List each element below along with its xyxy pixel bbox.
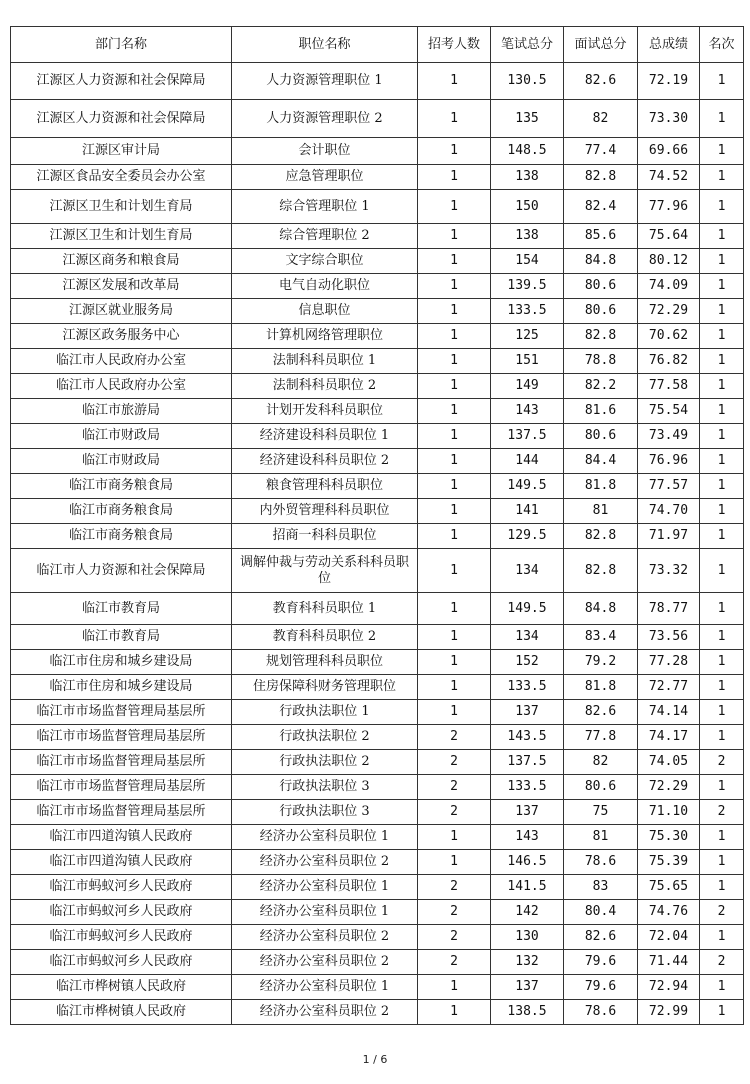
cell-written-score: 135 <box>491 100 564 138</box>
cell-quota: 1 <box>418 165 491 190</box>
cell-department: 临江市旅游局 <box>11 399 232 424</box>
cell-rank: 1 <box>700 975 744 1000</box>
cell-position: 法制科科员职位 1 <box>232 349 418 374</box>
cell-interview-score: 82.6 <box>564 700 638 725</box>
cell-rank: 1 <box>700 399 744 424</box>
cell-department: 临江市市场监督管理局基层所 <box>11 775 232 800</box>
cell-interview-score: 79.6 <box>564 975 638 1000</box>
cell-total-score: 72.29 <box>638 299 700 324</box>
cell-total-score: 75.54 <box>638 399 700 424</box>
cell-position: 经济办公室科员职位 2 <box>232 950 418 975</box>
cell-department: 临江市教育局 <box>11 593 232 625</box>
table-row <box>11 775 744 800</box>
cell-written-score: 143 <box>491 825 564 850</box>
cell-interview-score: 78.6 <box>564 1000 638 1025</box>
cell-quota: 1 <box>418 399 491 424</box>
table-row <box>11 625 744 650</box>
table-row <box>11 474 744 499</box>
header-written-score: 笔试总分 <box>491 27 564 63</box>
header-total-score: 总成绩 <box>638 27 700 63</box>
cell-department: 临江市桦树镇人民政府 <box>11 975 232 1000</box>
cell-department: 临江市市场监督管理局基层所 <box>11 750 232 775</box>
cell-written-score: 138 <box>491 224 564 249</box>
cell-interview-score: 84.8 <box>564 249 638 274</box>
cell-department: 临江市住房和城乡建设局 <box>11 675 232 700</box>
cell-quota: 1 <box>418 249 491 274</box>
cell-interview-score: 82 <box>564 100 638 138</box>
table-row <box>11 1000 744 1025</box>
header-position: 职位名称 <box>232 27 418 63</box>
cell-interview-score: 80.6 <box>564 424 638 449</box>
cell-total-score: 77.58 <box>638 374 700 399</box>
cell-rank: 1 <box>700 474 744 499</box>
cell-total-score: 72.94 <box>638 975 700 1000</box>
cell-written-score: 152 <box>491 650 564 675</box>
cell-position: 经济办公室科员职位 2 <box>232 925 418 950</box>
table-row <box>11 324 744 349</box>
cell-quota: 2 <box>418 925 491 950</box>
cell-rank: 1 <box>700 138 744 165</box>
cell-total-score: 72.29 <box>638 775 700 800</box>
cell-written-score: 143 <box>491 399 564 424</box>
cell-department: 临江市市场监督管理局基层所 <box>11 800 232 825</box>
cell-total-score: 75.64 <box>638 224 700 249</box>
cell-rank: 1 <box>700 499 744 524</box>
cell-quota: 2 <box>418 750 491 775</box>
cell-total-score: 74.76 <box>638 900 700 925</box>
cell-rank: 1 <box>700 825 744 850</box>
cell-written-score: 137.5 <box>491 424 564 449</box>
cell-position: 人力资源管理职位 2 <box>232 100 418 138</box>
cell-interview-score: 79.6 <box>564 950 638 975</box>
table-row <box>11 593 744 625</box>
cell-interview-score: 80.6 <box>564 274 638 299</box>
cell-total-score: 72.99 <box>638 1000 700 1025</box>
cell-written-score: 137.5 <box>491 750 564 775</box>
cell-rank: 1 <box>700 100 744 138</box>
cell-interview-score: 82.6 <box>564 63 638 100</box>
cell-total-score: 74.14 <box>638 700 700 725</box>
cell-department: 临江市市场监督管理局基层所 <box>11 700 232 725</box>
cell-position: 规划管理科科员职位 <box>232 650 418 675</box>
cell-position: 粮食管理科科员职位 <box>232 474 418 499</box>
cell-rank: 1 <box>700 524 744 549</box>
cell-position: 经济建设科科员职位 1 <box>232 424 418 449</box>
cell-total-score: 72.19 <box>638 63 700 100</box>
cell-department: 江源区就业服务局 <box>11 299 232 324</box>
table-row <box>11 925 744 950</box>
cell-quota: 1 <box>418 299 491 324</box>
cell-position: 综合管理职位 1 <box>232 190 418 224</box>
cell-interview-score: 85.6 <box>564 224 638 249</box>
cell-rank: 1 <box>700 725 744 750</box>
cell-department: 江源区政务服务中心 <box>11 324 232 349</box>
cell-interview-score: 81 <box>564 825 638 850</box>
cell-written-score: 133.5 <box>491 775 564 800</box>
cell-rank: 1 <box>700 274 744 299</box>
cell-department: 临江市教育局 <box>11 625 232 650</box>
table-row <box>11 725 744 750</box>
cell-department: 临江市桦树镇人民政府 <box>11 1000 232 1025</box>
cell-position: 行政执法职位 3 <box>232 800 418 825</box>
cell-position: 经济办公室科员职位 1 <box>232 875 418 900</box>
cell-written-score: 137 <box>491 975 564 1000</box>
cell-interview-score: 83 <box>564 875 638 900</box>
cell-interview-score: 84.4 <box>564 449 638 474</box>
cell-department: 江源区食品安全委员会办公室 <box>11 165 232 190</box>
cell-rank: 2 <box>700 800 744 825</box>
results-table <box>10 26 744 1025</box>
cell-quota: 1 <box>418 449 491 474</box>
cell-position: 招商一科科员职位 <box>232 524 418 549</box>
cell-interview-score: 84.8 <box>564 593 638 625</box>
cell-written-score: 132 <box>491 950 564 975</box>
cell-rank: 1 <box>700 224 744 249</box>
cell-quota: 1 <box>418 593 491 625</box>
table-row <box>11 950 744 975</box>
cell-interview-score: 78.6 <box>564 850 638 875</box>
cell-quota: 1 <box>418 850 491 875</box>
cell-interview-score: 80.6 <box>564 299 638 324</box>
cell-rank: 1 <box>700 875 744 900</box>
cell-written-score: 149.5 <box>491 593 564 625</box>
cell-position: 经济办公室科员职位 1 <box>232 825 418 850</box>
cell-rank: 1 <box>700 374 744 399</box>
cell-position: 经济办公室科员职位 1 <box>232 900 418 925</box>
table-row <box>11 449 744 474</box>
cell-total-score: 69.66 <box>638 138 700 165</box>
table-row <box>11 975 744 1000</box>
cell-interview-score: 82.6 <box>564 925 638 950</box>
cell-quota: 1 <box>418 650 491 675</box>
table-row <box>11 700 744 725</box>
cell-interview-score: 79.2 <box>564 650 638 675</box>
cell-interview-score: 81.8 <box>564 675 638 700</box>
cell-position: 会计职位 <box>232 138 418 165</box>
cell-interview-score: 80.4 <box>564 900 638 925</box>
cell-position: 教育科科员职位 1 <box>232 593 418 625</box>
cell-rank: 2 <box>700 750 744 775</box>
cell-position: 人力资源管理职位 1 <box>232 63 418 100</box>
page-number: 1 / 6 <box>362 1053 388 1066</box>
cell-quota: 1 <box>418 274 491 299</box>
cell-department: 江源区审计局 <box>11 138 232 165</box>
cell-position: 计算机网络管理职位 <box>232 324 418 349</box>
cell-interview-score: 82.4 <box>564 190 638 224</box>
table-row <box>11 900 744 925</box>
cell-rank: 1 <box>700 299 744 324</box>
cell-quota: 1 <box>418 625 491 650</box>
cell-rank: 1 <box>700 775 744 800</box>
cell-quota: 1 <box>418 324 491 349</box>
cell-rank: 1 <box>700 449 744 474</box>
cell-rank: 1 <box>700 1000 744 1025</box>
cell-position: 计划开发科科员职位 <box>232 399 418 424</box>
cell-position: 信息职位 <box>232 299 418 324</box>
cell-rank: 1 <box>700 675 744 700</box>
cell-rank: 1 <box>700 324 744 349</box>
cell-total-score: 71.97 <box>638 524 700 549</box>
cell-rank: 1 <box>700 625 744 650</box>
table-row <box>11 165 744 190</box>
table-row <box>11 875 744 900</box>
cell-department: 江源区人力资源和社会保障局 <box>11 63 232 100</box>
cell-written-score: 142 <box>491 900 564 925</box>
cell-total-score: 75.39 <box>638 850 700 875</box>
cell-quota: 1 <box>418 700 491 725</box>
cell-total-score: 72.77 <box>638 675 700 700</box>
cell-total-score: 74.17 <box>638 725 700 750</box>
table-row <box>11 374 744 399</box>
cell-interview-score: 81.6 <box>564 399 638 424</box>
cell-written-score: 150 <box>491 190 564 224</box>
cell-total-score: 77.57 <box>638 474 700 499</box>
cell-rank: 1 <box>700 165 744 190</box>
cell-written-score: 137 <box>491 700 564 725</box>
cell-department: 临江市四道沟镇人民政府 <box>11 825 232 850</box>
cell-interview-score: 81 <box>564 499 638 524</box>
cell-total-score: 73.56 <box>638 625 700 650</box>
table-row <box>11 249 744 274</box>
cell-written-score: 146.5 <box>491 850 564 875</box>
cell-department: 临江市人民政府办公室 <box>11 374 232 399</box>
cell-written-score: 138.5 <box>491 1000 564 1025</box>
cell-rank: 1 <box>700 424 744 449</box>
table-row <box>11 100 744 138</box>
cell-total-score: 71.10 <box>638 800 700 825</box>
cell-written-score: 144 <box>491 449 564 474</box>
cell-department: 江源区卫生和计划生育局 <box>11 190 232 224</box>
cell-department: 临江市商务粮食局 <box>11 499 232 524</box>
cell-written-score: 141 <box>491 499 564 524</box>
cell-quota: 1 <box>418 524 491 549</box>
table-row <box>11 63 744 100</box>
cell-rank: 1 <box>700 650 744 675</box>
cell-interview-score: 80.6 <box>564 775 638 800</box>
cell-written-score: 129.5 <box>491 524 564 549</box>
table-row <box>11 274 744 299</box>
cell-interview-score: 78.8 <box>564 349 638 374</box>
cell-department: 江源区发展和改革局 <box>11 274 232 299</box>
cell-rank: 1 <box>700 63 744 100</box>
cell-quota: 1 <box>418 374 491 399</box>
table-row <box>11 190 744 224</box>
table-row <box>11 349 744 374</box>
cell-position: 住房保障科财务管理职位 <box>232 675 418 700</box>
header-interview-score: 面试总分 <box>564 27 638 63</box>
cell-interview-score: 82.8 <box>564 165 638 190</box>
cell-written-score: 154 <box>491 249 564 274</box>
table-row <box>11 825 744 850</box>
cell-total-score: 74.70 <box>638 499 700 524</box>
cell-department: 临江市蚂蚁河乡人民政府 <box>11 925 232 950</box>
table-row <box>11 650 744 675</box>
cell-written-score: 134 <box>491 625 564 650</box>
cell-total-score: 73.49 <box>638 424 700 449</box>
cell-position: 综合管理职位 2 <box>232 224 418 249</box>
cell-position: 行政执法职位 2 <box>232 725 418 750</box>
header-department: 部门名称 <box>11 27 232 63</box>
cell-interview-score: 77.8 <box>564 725 638 750</box>
cell-quota: 1 <box>418 424 491 449</box>
cell-department: 临江市蚂蚁河乡人民政府 <box>11 875 232 900</box>
cell-written-score: 141.5 <box>491 875 564 900</box>
cell-interview-score: 81.8 <box>564 474 638 499</box>
cell-rank: 2 <box>700 900 744 925</box>
cell-quota: 1 <box>418 190 491 224</box>
cell-interview-score: 82.8 <box>564 324 638 349</box>
cell-total-score: 73.32 <box>638 549 700 593</box>
cell-total-score: 73.30 <box>638 100 700 138</box>
cell-interview-score: 83.4 <box>564 625 638 650</box>
cell-quota: 1 <box>418 675 491 700</box>
cell-position: 经济建设科科员职位 2 <box>232 449 418 474</box>
cell-total-score: 76.82 <box>638 349 700 374</box>
cell-written-score: 133.5 <box>491 675 564 700</box>
cell-quota: 1 <box>418 499 491 524</box>
cell-department: 江源区商务和粮食局 <box>11 249 232 274</box>
table-row <box>11 499 744 524</box>
cell-quota: 1 <box>418 1000 491 1025</box>
cell-written-score: 149 <box>491 374 564 399</box>
cell-total-score: 80.12 <box>638 249 700 274</box>
cell-quota: 1 <box>418 63 491 100</box>
cell-quota: 1 <box>418 825 491 850</box>
cell-department: 临江市商务粮食局 <box>11 524 232 549</box>
cell-interview-score: 77.4 <box>564 138 638 165</box>
cell-position: 电气自动化职位 <box>232 274 418 299</box>
cell-quota: 1 <box>418 100 491 138</box>
cell-department: 江源区卫生和计划生育局 <box>11 224 232 249</box>
cell-department: 临江市财政局 <box>11 424 232 449</box>
cell-quota: 2 <box>418 725 491 750</box>
table-row <box>11 524 744 549</box>
cell-rank: 1 <box>700 549 744 593</box>
cell-total-score: 76.96 <box>638 449 700 474</box>
cell-written-score: 125 <box>491 324 564 349</box>
cell-rank: 1 <box>700 700 744 725</box>
table-row <box>11 750 744 775</box>
cell-written-score: 130 <box>491 925 564 950</box>
cell-position: 经济办公室科员职位 2 <box>232 1000 418 1025</box>
cell-department: 临江市商务粮食局 <box>11 474 232 499</box>
table-row <box>11 399 744 424</box>
cell-position: 内外贸管理科科员职位 <box>232 499 418 524</box>
cell-written-score: 130.5 <box>491 63 564 100</box>
cell-position: 经济办公室科员职位 1 <box>232 975 418 1000</box>
cell-total-score: 74.05 <box>638 750 700 775</box>
cell-written-score: 138 <box>491 165 564 190</box>
cell-total-score: 77.96 <box>638 190 700 224</box>
cell-position: 行政执法职位 1 <box>232 700 418 725</box>
cell-written-score: 133.5 <box>491 299 564 324</box>
cell-rank: 1 <box>700 349 744 374</box>
cell-department: 江源区人力资源和社会保障局 <box>11 100 232 138</box>
cell-quota: 2 <box>418 950 491 975</box>
cell-total-score: 77.28 <box>638 650 700 675</box>
cell-rank: 2 <box>700 950 744 975</box>
table-row <box>11 299 744 324</box>
table-header-row <box>11 27 744 63</box>
cell-quota: 1 <box>418 349 491 374</box>
cell-quota: 1 <box>418 975 491 1000</box>
cell-quota: 2 <box>418 775 491 800</box>
header-quota: 招考人数 <box>418 27 491 63</box>
cell-position: 文字综合职位 <box>232 249 418 274</box>
table-row <box>11 675 744 700</box>
cell-total-score: 75.30 <box>638 825 700 850</box>
cell-quota: 1 <box>418 224 491 249</box>
cell-written-score: 143.5 <box>491 725 564 750</box>
cell-interview-score: 82.8 <box>564 549 638 593</box>
cell-quota: 2 <box>418 900 491 925</box>
cell-quota: 2 <box>418 875 491 900</box>
table-row <box>11 800 744 825</box>
cell-total-score: 75.65 <box>638 875 700 900</box>
cell-rank: 1 <box>700 850 744 875</box>
cell-department: 临江市住房和城乡建设局 <box>11 650 232 675</box>
cell-rank: 1 <box>700 249 744 274</box>
cell-rank: 1 <box>700 593 744 625</box>
cell-written-score: 149.5 <box>491 474 564 499</box>
cell-rank: 1 <box>700 925 744 950</box>
cell-total-score: 71.44 <box>638 950 700 975</box>
cell-position: 行政执法职位 3 <box>232 775 418 800</box>
cell-department: 临江市市场监督管理局基层所 <box>11 725 232 750</box>
cell-department: 临江市蚂蚁河乡人民政府 <box>11 900 232 925</box>
cell-total-score: 70.62 <box>638 324 700 349</box>
table-row <box>11 224 744 249</box>
header-rank: 名次 <box>700 27 744 63</box>
cell-position: 经济办公室科员职位 2 <box>232 850 418 875</box>
cell-interview-score: 82.8 <box>564 524 638 549</box>
cell-position: 教育科科员职位 2 <box>232 625 418 650</box>
cell-department: 临江市蚂蚁河乡人民政府 <box>11 950 232 975</box>
cell-quota: 2 <box>418 800 491 825</box>
cell-interview-score: 82 <box>564 750 638 775</box>
cell-total-score: 74.52 <box>638 165 700 190</box>
cell-department: 临江市财政局 <box>11 449 232 474</box>
cell-total-score: 78.77 <box>638 593 700 625</box>
cell-quota: 1 <box>418 474 491 499</box>
cell-interview-score: 82.2 <box>564 374 638 399</box>
table-row <box>11 424 744 449</box>
table-row <box>11 850 744 875</box>
cell-rank: 1 <box>700 190 744 224</box>
cell-position: 法制科科员职位 2 <box>232 374 418 399</box>
cell-quota: 1 <box>418 549 491 593</box>
cell-position: 应急管理职位 <box>232 165 418 190</box>
cell-written-score: 151 <box>491 349 564 374</box>
cell-position: 行政执法职位 2 <box>232 750 418 775</box>
table-row <box>11 138 744 165</box>
cell-written-score: 137 <box>491 800 564 825</box>
cell-quota: 1 <box>418 138 491 165</box>
cell-written-score: 134 <box>491 549 564 593</box>
cell-written-score: 148.5 <box>491 138 564 165</box>
cell-interview-score: 75 <box>564 800 638 825</box>
cell-department: 临江市四道沟镇人民政府 <box>11 850 232 875</box>
cell-department: 临江市人力资源和社会保障局 <box>11 549 232 593</box>
cell-position: 调解仲裁与劳动关系科科员职位 <box>232 549 418 593</box>
cell-total-score: 74.09 <box>638 274 700 299</box>
cell-total-score: 72.04 <box>638 925 700 950</box>
cell-written-score: 139.5 <box>491 274 564 299</box>
table-row <box>11 549 744 593</box>
cell-department: 临江市人民政府办公室 <box>11 349 232 374</box>
